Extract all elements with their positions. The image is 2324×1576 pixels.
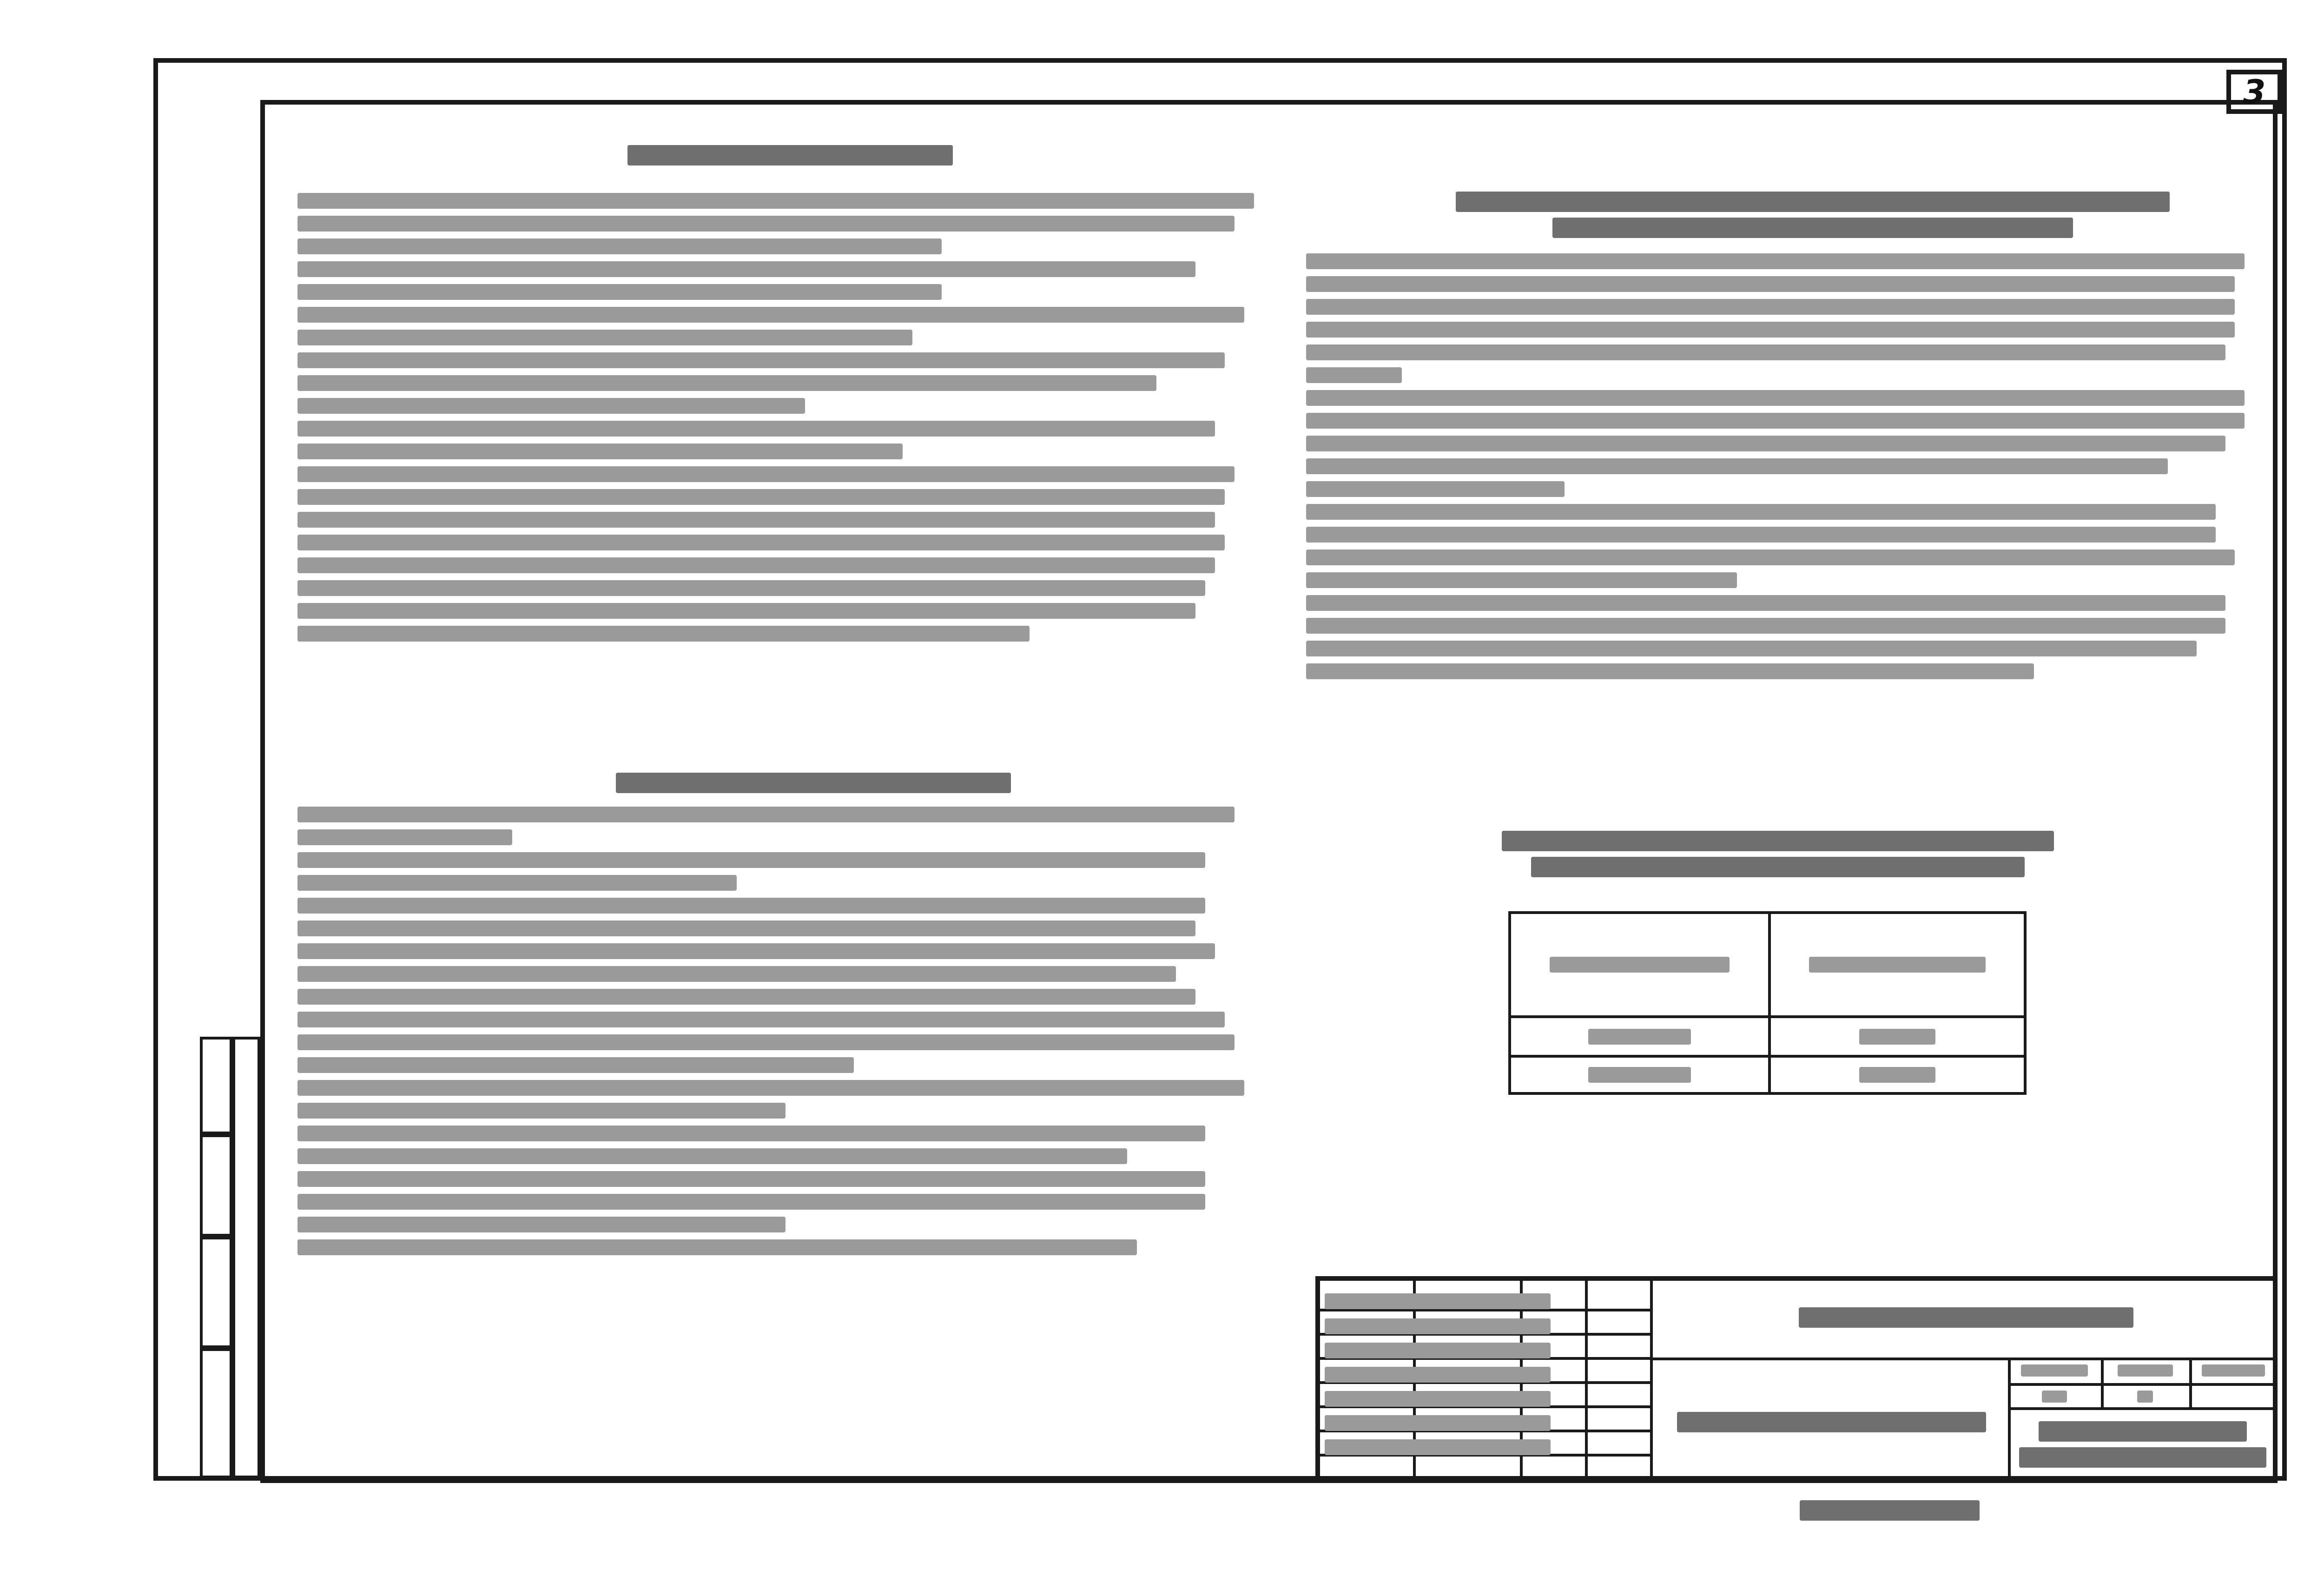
document-title	[1669, 1406, 1994, 1434]
sidebar-cell-5	[232, 1037, 260, 1478]
signature-rows	[1325, 1276, 1576, 1483]
document-code	[1780, 1302, 2152, 1334]
section-3-body	[1306, 246, 2264, 818]
table-header-left	[1508, 911, 1771, 1018]
stage-value	[2013, 1386, 2096, 1407]
section-1-heading	[558, 139, 1023, 177]
sidebar-cell-3	[200, 1237, 232, 1348]
section-2-body	[297, 800, 1274, 1376]
table-row-2-right	[1768, 1055, 2027, 1095]
page-number-box	[2226, 70, 2282, 114]
sheet-header	[2106, 1360, 2185, 1381]
sheet-value	[2106, 1386, 2185, 1407]
table-header-right	[1768, 911, 2027, 1018]
organization	[2013, 1416, 2273, 1481]
section-1-body	[297, 186, 1274, 762]
table-title	[1487, 825, 2068, 900]
sheets-header	[2194, 1360, 2273, 1381]
page-number: 3	[2243, 73, 2266, 111]
table-row-2-left	[1508, 1055, 1771, 1095]
stage-header	[2013, 1360, 2096, 1381]
sidebar-cell-4	[200, 1348, 232, 1478]
section-3-heading	[1441, 186, 2185, 256]
title-block	[1315, 1276, 2278, 1483]
archive-stamp	[1789, 1495, 1989, 1527]
table-row-1-right	[1768, 1015, 2027, 1058]
left-sidebar	[200, 1037, 260, 1478]
table-row-1-left	[1508, 1015, 1771, 1058]
sidebar-cell-1	[200, 1037, 232, 1134]
grade-class-table	[1508, 911, 2027, 1095]
section-2-heading	[581, 767, 1046, 804]
sidebar-cell-2	[200, 1134, 232, 1237]
